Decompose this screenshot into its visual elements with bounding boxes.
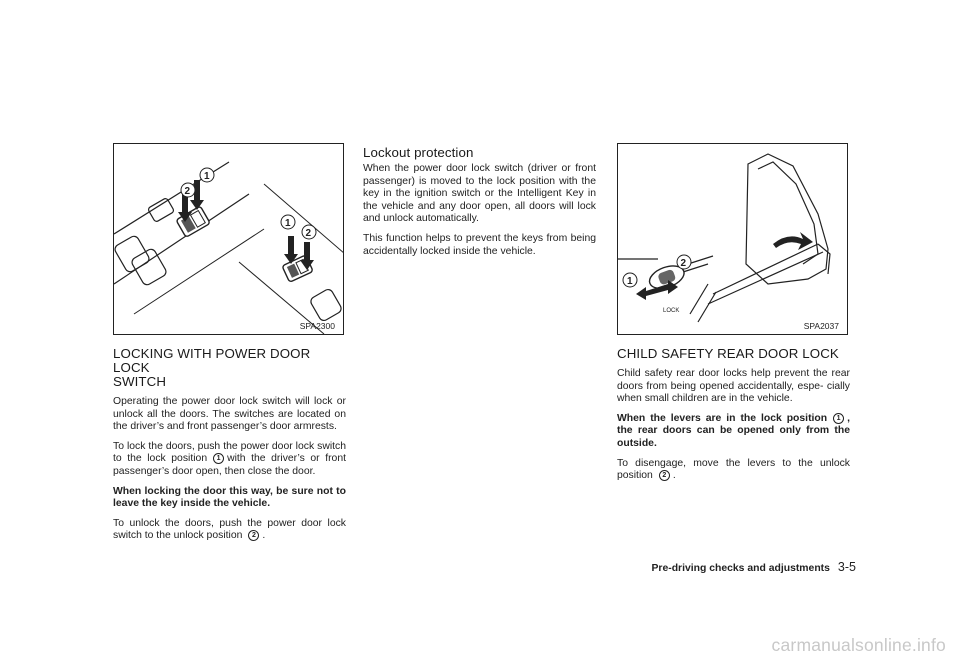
text-run: To unlock the doors, push the power door lock switch to the unlock position (113, 517, 346, 542)
figure-code: SPA2300 (299, 321, 335, 331)
middle-column (363, 143, 596, 258)
paragraph (113, 518, 346, 543)
text-run: . (262, 530, 266, 542)
heading-line-1: LOCKING WITH POWER DOOR LOCK (113, 346, 311, 375)
text-run: with the driver’s or front passenger’s door open, then close the door. (113, 453, 346, 477)
lock-position-marker: 1 (213, 453, 224, 464)
text-run: To lock the doors, push the power door lock switch to the lock position (113, 440, 346, 465)
unlock-position-marker: 2 (248, 530, 259, 541)
door-armrest-illustration (114, 144, 344, 335)
lock-label: LOCK (663, 308, 680, 314)
page-footer (636, 560, 856, 574)
paragraph: When the power door lock switch (driver or front passenger) is moved to the lock position with the key in the ignition switch or the Intelligent Key in the vehicle and any door open, all doors will lock and unlock automatically. (363, 163, 596, 225)
svg-text:2: 2 (184, 186, 191, 197)
svg-text:1: 1 (627, 276, 633, 287)
rear-door-illustration (618, 144, 848, 335)
paragraph: Child safety rear door locks help prevent the rear doors from being opened accidentally, espe- cially when small children are in the vehicle. (617, 368, 850, 405)
paragraph (617, 413, 850, 451)
text-run: When the levers are in the lock position (617, 412, 828, 424)
text-run: To disengage, move the levers to the unlock position (617, 457, 850, 482)
section-heading-lockout-protection: Lockout protection (363, 145, 474, 160)
svg-text:2: 2 (305, 228, 312, 239)
paragraph (617, 458, 850, 483)
paragraph (113, 441, 346, 479)
right-column (617, 143, 850, 483)
child-safety-lock-figure (617, 143, 848, 335)
figure-code: SPA2037 (803, 321, 839, 331)
section-heading-power-door-lock (113, 347, 346, 389)
heading-line-2: SWITCH (113, 374, 167, 389)
watermark: carmanualsonline.info (771, 635, 946, 655)
svg-text:1: 1 (204, 171, 210, 182)
footer-section-title: Pre-driving checks and adjustments (651, 563, 830, 574)
power-door-lock-switch-figure (113, 143, 344, 335)
left-column (113, 143, 346, 543)
text-run: , the rear doors can be opened only from the outside. (617, 412, 850, 449)
unlock-position-marker: 2 (659, 470, 670, 481)
paragraph: Operating the power door lock switch will lock or unlock all the doors. The switches are located on the driver’s and front passenger’s door armrests. (113, 396, 346, 433)
svg-text:2: 2 (680, 258, 687, 269)
section-heading-child-safety: CHILD SAFETY REAR DOOR LOCK (617, 346, 839, 361)
warning-paragraph: When locking the door this way, be sure not to leave the key inside the vehicle. (113, 485, 346, 510)
page-number: 3-5 (837, 560, 856, 574)
paragraph: This function helps to prevent the keys from being accidentally locked inside the vehicle. (363, 232, 596, 257)
lock-position-marker: 1 (833, 413, 844, 424)
svg-text:1: 1 (285, 218, 291, 229)
text-run: . (672, 470, 676, 482)
